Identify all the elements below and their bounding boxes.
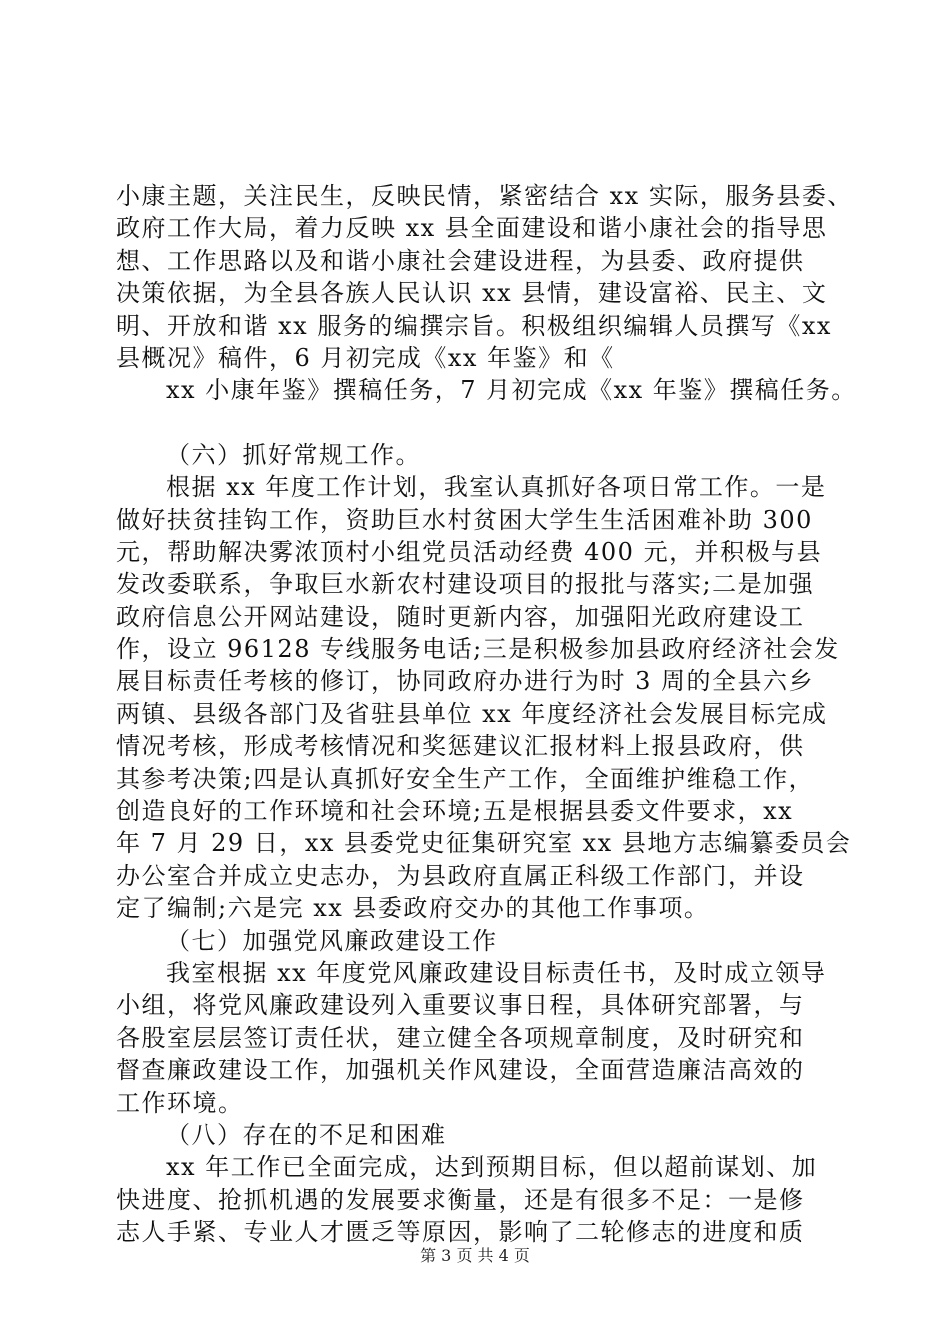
page-number-label: 第 3 页 共 4 页 [420,1246,530,1265]
body-line: 创造良好的工作环境和社会环境;五是根据县委文件要求，xx [116,797,794,826]
paragraph-gap [116,407,836,439]
section-heading-7: （七）加强党风廉政建设工作 [166,926,498,955]
body-line: 两镇、县级各部门及省驻县单位 xx 年度经济社会发展目标完成 [116,699,828,728]
body-line: 情况考核，形成考核情况和奖惩建议汇报材料上报县政府，供 [116,732,805,761]
body-line: 发改委联系，争取巨水新农村建设项目的报批与落实;二是加强 [116,570,815,599]
body-line: 作，设立 96128 专线服务电话;三是积极参加县政府经济社会发 [116,635,840,664]
body-line: 展目标责任考核的修订，协同政府办进行为时 3 周的全县六乡 [116,667,815,696]
section-heading-6: （六）抓好常规工作。 [166,440,421,469]
body-line: 决策依据，为全县各族人民认识 xx 县情，建设富裕、民主、文 [116,279,828,308]
page-footer [0,1243,950,1266]
body-line: 志人手紧、专业人才匮乏等原因，影响了二轮修志的进度和质 [116,1218,805,1247]
body-line: 我室根据 xx 年度党风廉政建设目标责任书，及时成立领导 [166,958,827,987]
body-line: 办公室合并成立史志办，为县政府直属正科级工作部门，并设 [116,861,805,890]
body-line: 定了编制;六是完 xx 县委政府交办的其他工作事项。 [116,894,710,923]
body-line: xx 年工作已全面完成，达到预期目标，但以超前谋划、加 [166,1153,818,1182]
body-line: 政府信息公开网站建设，随时更新内容，加强阳光政府建设工 [116,602,805,631]
body-line: 工作环境。 [116,1088,244,1117]
body-line: 其参考决策;四是认真抓好安全生产工作，全面维护维稳工作， [116,764,815,793]
body-line: 做好扶贫挂钩工作，资助巨水村贫困大学生生活困难补助 300 [116,505,813,534]
body-line: 年 7 月 29 日，xx 县委党史征集研究室 xx 县地方志编纂委员会 [116,829,852,858]
body-line: 各股室层层签订责任状，建立健全各项规章制度，及时研究和 [116,1023,805,1052]
body-line: 明、开放和谐 xx 服务的编撰宗旨。积极组织编辑人员撰写《xx [116,311,832,340]
body-line: 政府工作大局，着力反映 xx 县全面建设和谐小康社会的指导思 [116,214,828,243]
body-line: 想、工作思路以及和谐小康社会建设进程，为县委、政府提供 [116,246,805,275]
body-line: 快进度、抢抓机遇的发展要求衡量，还是有很多不足：一是修 [116,1185,805,1214]
body-line: 元，帮助解决雾浓顶村小组党员活动经费 400 元，并积极与县 [116,537,823,566]
body-line: 根据 xx 年度工作计划，我室认真抓好各项日常工作。一是 [166,473,827,502]
body-line: 小康主题，关注民生，反映民情，紧密结合 xx 实际，服务县委、 [116,182,853,210]
body-line: 小组，将党风廉政建设列入重要议事日程，具体研究部署，与 [116,991,805,1020]
section-heading-8: （八）存在的不足和困难 [166,1120,447,1149]
body-line: 督查廉政建设工作，加强机关作风建设，全面营造廉洁高效的 [116,1056,805,1085]
document-body [116,180,857,1249]
body-line: xx 小康年鉴》撰稿任务，7 月初完成《xx 年鉴》撰稿任务。 [166,376,857,405]
body-line: 县概况》稿件，6 月初完成《xx 年鉴》和《 [116,343,615,372]
